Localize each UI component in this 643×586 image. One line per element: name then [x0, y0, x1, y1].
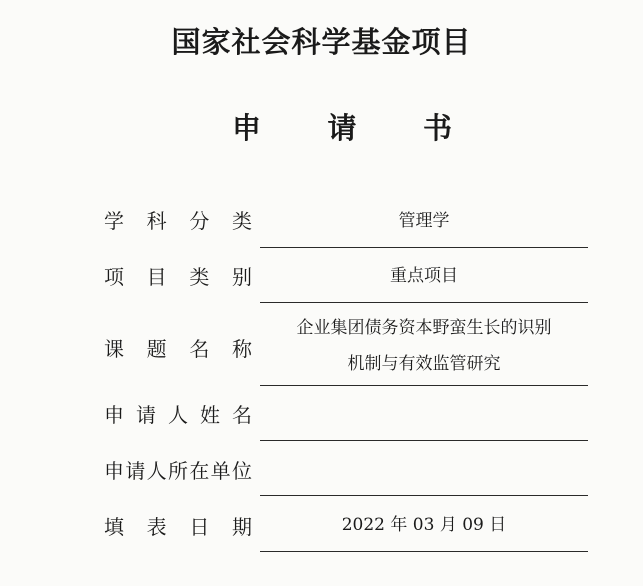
subtitle-char: 书 [422, 111, 452, 145]
field-label-fill-date: 填 表 日 期 [104, 515, 252, 539]
project-title-line-1: 企业集团债务资本野蛮生长的识别 [296, 318, 552, 338]
field-label-applicant-organization: 申 请 人 所 在 单 位 [104, 459, 252, 483]
field-value-discipline: 管理学 [398, 211, 450, 231]
field-value-project-category: 重点项目 [390, 266, 458, 286]
field-label-discipline: 学 科 分 类 [104, 209, 252, 233]
document-subtitle [232, 108, 452, 148]
field-underline [260, 247, 588, 248]
field-value-fill-date: 2022 年 03 月 09 日 [341, 515, 507, 535]
field-underline [260, 440, 588, 441]
subtitle-char: 申 [232, 111, 262, 145]
project-title-line-2: 机制与有效监管研究 [347, 354, 501, 374]
field-underline [260, 495, 588, 496]
field-underline [260, 551, 588, 552]
field-label-project-title: 课 题 名 称 [104, 337, 252, 361]
subtitle-char: 请 [327, 111, 357, 145]
field-label-project-category: 项 目 类 别 [104, 265, 252, 289]
field-value-project-title [262, 310, 586, 382]
field-underline [260, 385, 588, 386]
field-label-applicant-name: 申 请 人 姓 名 [104, 403, 252, 427]
field-underline [260, 302, 588, 303]
document-title: 国家社会科学基金项目 [171, 25, 472, 59]
